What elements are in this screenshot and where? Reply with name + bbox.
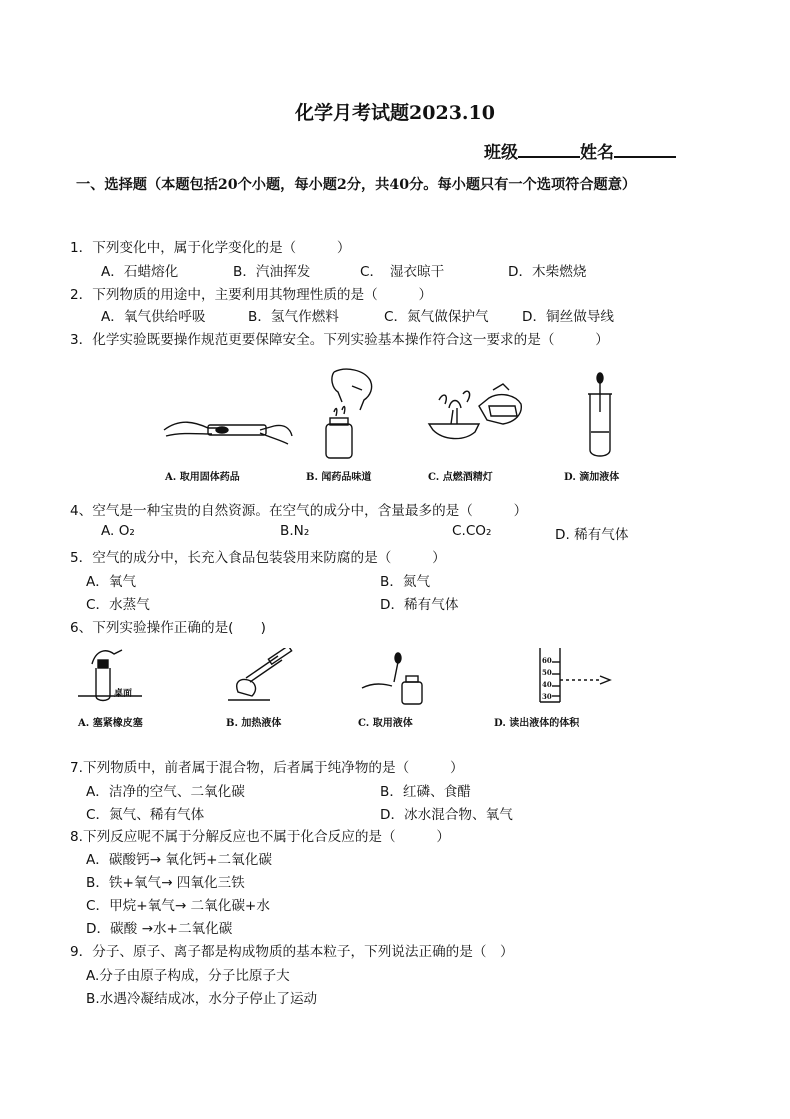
q4-option-a[interactable]: A. O₂ bbox=[101, 523, 135, 539]
q1-option-c[interactable]: C． 湿衣晾干 bbox=[360, 264, 445, 280]
q3-caption-c: C. 点燃酒精灯 bbox=[428, 472, 493, 483]
q5-option-a[interactable]: A．氧气 bbox=[86, 574, 137, 590]
q5-option-c[interactable]: C．水蒸气 bbox=[86, 597, 150, 613]
q7-option-b[interactable]: B．红磷、食醋 bbox=[380, 784, 471, 800]
q3-figure-d-dropper bbox=[580, 372, 620, 462]
q7-option-c[interactable]: C．氮气、稀有气体 bbox=[86, 807, 205, 823]
q6-figure-c-take-liquid bbox=[358, 652, 428, 708]
q4-option-b[interactable]: B.N₂ bbox=[280, 523, 310, 539]
q3-figure-b-smell bbox=[312, 366, 387, 466]
question-8-stem: 8.下列反应呢不属于分解反应也不属于化合反应的是（ ） bbox=[70, 829, 450, 845]
question-4-stem: 4、空气是一种宝贵的自然资源。在空气的成分中，含量最多的是（ ） bbox=[70, 503, 528, 519]
q6-caption-d: D. 读出液体的体积 bbox=[494, 718, 580, 729]
q1-option-d[interactable]: D．木柴燃烧 bbox=[508, 264, 587, 280]
q4-option-c[interactable]: C.CO₂ bbox=[452, 523, 492, 539]
q6-caption-c: C. 取用液体 bbox=[358, 718, 413, 729]
q6-caption-a: A. 塞紧橡皮塞 bbox=[78, 718, 143, 729]
q1-option-a[interactable]: A．石蜡熔化 bbox=[101, 264, 179, 280]
q2-option-d[interactable]: D．铜丝做导线 bbox=[522, 309, 615, 325]
q7-option-a[interactable]: A．洁净的空气、二氧化碳 bbox=[86, 784, 245, 800]
name-label: 姓名 bbox=[580, 143, 614, 163]
q3-caption-d: D. 滴加液体 bbox=[564, 472, 620, 483]
question-7-stem: 7.下列物质中，前者属于混合物，后者属于纯净物的是（ ） bbox=[70, 760, 464, 776]
q8-option-a[interactable]: A．碳酸钙→ 氧化钙+二氧化碳 bbox=[86, 852, 272, 868]
q6-cylinder-tick-40: 40 bbox=[542, 680, 552, 689]
q8-option-b[interactable]: B．铁+氧气→ 四氧化三铁 bbox=[86, 875, 245, 891]
q5-option-d[interactable]: D．稀有气体 bbox=[380, 597, 459, 613]
q5-option-b[interactable]: B．氮气 bbox=[380, 574, 431, 590]
name-blank[interactable] bbox=[614, 140, 676, 158]
q2-option-b[interactable]: B．氢气作燃料 bbox=[248, 309, 339, 325]
class-label: 班级 bbox=[484, 143, 518, 163]
q7-option-d[interactable]: D．冰水混合物、氧气 bbox=[380, 807, 513, 823]
class-blank[interactable] bbox=[518, 140, 580, 158]
q9-option-b[interactable]: B.水遇冷凝结成冰，水分子停止了运动 bbox=[86, 991, 318, 1007]
q6-desk-label: 桌面 bbox=[114, 689, 133, 699]
q6-cylinder-tick-50: 50 bbox=[542, 668, 552, 677]
q9-option-a[interactable]: A.分子由原子构成，分子比原子大 bbox=[86, 968, 290, 984]
q8-option-c[interactable]: C．甲烷+氧气→ 二氧化碳+水 bbox=[86, 898, 270, 914]
q3-figure-c-light-lamp bbox=[423, 380, 533, 460]
q4-option-d[interactable]: D. 稀有气体 bbox=[555, 527, 629, 543]
question-6-stem: 6、下列实验操作正确的是( ) bbox=[70, 620, 266, 636]
question-9-stem: 9．分子、原子、离子都是构成物质的基本粒子，下列说法正确的是（ ） bbox=[70, 944, 514, 960]
question-2-stem: 2．下列物质的用途中，主要利用其物理性质的是（ ） bbox=[70, 287, 433, 303]
q3-caption-b: B. 闻药品味道 bbox=[306, 472, 372, 483]
q8-option-d[interactable]: D．碳酸 →水+二氧化碳 bbox=[86, 921, 233, 937]
q6-cylinder-tick-60: 60 bbox=[542, 656, 552, 665]
question-5-stem: 5．空气的成分中，长充入食品包装袋用来防腐的是（ ） bbox=[70, 550, 446, 566]
question-1-stem: 1．下列变化中，属于化学变化的是（ ） bbox=[70, 240, 351, 256]
question-3-stem: 3．化学实验既要操作规范更要保障安全。下列实验基本操作符合这一要求的是（ ） bbox=[70, 332, 609, 348]
section-heading: 一、选择题（本题包括20个小题，每小题2分，共40分。每小题只有一个选项符合题意） bbox=[76, 177, 637, 193]
q2-option-c[interactable]: C．氮气做保护气 bbox=[384, 309, 489, 325]
q6-figure-b-heating bbox=[220, 648, 300, 706]
q3-caption-a: A. 取用固体药品 bbox=[165, 472, 240, 483]
q1-option-b[interactable]: B．汽油挥发 bbox=[233, 264, 311, 280]
q3-figure-a-solid-reagent bbox=[160, 400, 295, 455]
q6-figure-a-stopper bbox=[76, 644, 146, 706]
exam-title: 化学月考试题2023.10 bbox=[295, 102, 495, 124]
q2-option-a[interactable]: A．氧气供给呼吸 bbox=[101, 309, 206, 325]
class-name-line bbox=[484, 138, 676, 163]
q6-cylinder-tick-30: 30 bbox=[542, 692, 552, 701]
q6-caption-b: B. 加热液体 bbox=[226, 718, 282, 729]
